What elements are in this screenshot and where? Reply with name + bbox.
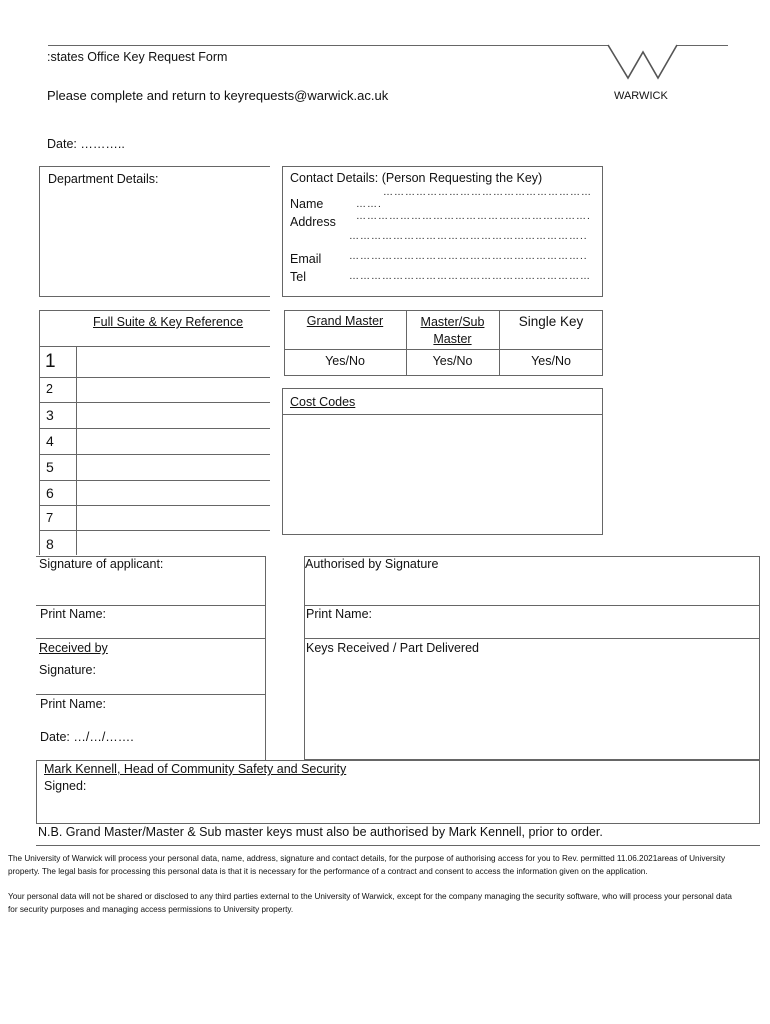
key-type-row-divider bbox=[284, 349, 603, 350]
suite-row-number: 1 bbox=[45, 351, 56, 372]
applicant-divider bbox=[36, 605, 266, 606]
received-signature-label: Signature: bbox=[39, 663, 96, 677]
applicant-signature-label: Signature of applicant: bbox=[39, 557, 164, 571]
cost-codes-box[interactable] bbox=[282, 388, 603, 535]
address-label: Address bbox=[290, 215, 336, 229]
suite-row-line bbox=[39, 454, 270, 455]
authorised-divider bbox=[304, 638, 760, 639]
security-top-line bbox=[36, 760, 760, 761]
instruction-text: Please complete and return to keyrequests@warwick.ac.uk bbox=[47, 88, 389, 103]
name-field[interactable]: ……. bbox=[356, 199, 382, 210]
authorisation-note: N.B. Grand Master/Master & Sub master keys must also be authorised by Mark Kennell, prior to order. bbox=[38, 825, 603, 839]
email-label: Email bbox=[290, 252, 322, 266]
security-left-border bbox=[36, 760, 37, 824]
single-key-value[interactable]: Yes/No bbox=[531, 354, 571, 368]
suite-row-line bbox=[39, 480, 270, 481]
suite-row-number: 7 bbox=[46, 510, 54, 525]
suite-row-number: 3 bbox=[46, 407, 54, 423]
received-print-name-label: Print Name: bbox=[40, 697, 106, 711]
grand-master-value[interactable]: Yes/No bbox=[325, 354, 365, 368]
note-bottom-line bbox=[36, 845, 760, 846]
cost-codes-label: Cost Codes bbox=[290, 395, 356, 409]
suite-row-number: 6 bbox=[46, 485, 54, 501]
contact-dots-top: ………………………………………………… bbox=[383, 187, 592, 198]
applicant-print-name-label: Print Name: bbox=[40, 607, 106, 621]
email-field[interactable]: ……………………………………………………….. bbox=[349, 251, 588, 262]
contact-title: Contact Details: (Person Requesting the Key) bbox=[290, 171, 543, 185]
address-field[interactable]: ………………………………………………………. bbox=[356, 211, 591, 222]
suite-table-divider bbox=[39, 346, 270, 347]
address-field-line2[interactable]: ……………………………………………………….. bbox=[349, 231, 588, 242]
head-security-signed-label: Signed: bbox=[44, 779, 87, 793]
warwick-logo-icon bbox=[606, 44, 678, 80]
single-key-header: Single Key bbox=[518, 314, 584, 329]
suite-table-header: Full Suite & Key Reference bbox=[93, 315, 244, 329]
department-label: Department Details: bbox=[48, 172, 159, 186]
tel-label: Tel bbox=[290, 270, 306, 284]
cost-codes-divider bbox=[282, 414, 603, 415]
received-date-label: Date: …/…/……. bbox=[40, 730, 134, 744]
security-bottom-line bbox=[36, 823, 760, 824]
left-column-right-border bbox=[265, 556, 266, 760]
suite-row-line bbox=[39, 530, 270, 531]
suite-row-line bbox=[39, 377, 270, 378]
applicant-divider bbox=[36, 638, 266, 639]
header-rule bbox=[48, 45, 608, 46]
authorised-signature-label: Authorised by Signature bbox=[305, 557, 439, 571]
suite-row-number: 8 bbox=[46, 536, 54, 552]
authorised-divider bbox=[304, 605, 760, 606]
authorised-print-name-label: Print Name: bbox=[306, 607, 372, 621]
privacy-paragraph-2: Your personal data will not be shared or disclosed to any third parties external to the University of Warwick, except for the company managing the security software, who will process your personal data for security purposes and managing access permissions to University property. bbox=[8, 892, 732, 914]
grand-master-header: Grand Master bbox=[306, 314, 384, 328]
master-sub-master-header: Master/Sub Master bbox=[420, 315, 485, 346]
security-right-border bbox=[759, 760, 760, 824]
authorised-box[interactable] bbox=[304, 556, 760, 760]
suite-row-number: 4 bbox=[46, 433, 54, 449]
date-label: Date: ……….. bbox=[47, 137, 125, 151]
name-label: Name bbox=[290, 197, 324, 211]
keys-received-label: Keys Received / Part Delivered bbox=[306, 641, 479, 655]
header-rule-right bbox=[676, 45, 728, 46]
suite-row-line bbox=[39, 428, 270, 429]
master-sub-master-value[interactable]: Yes/No bbox=[432, 354, 473, 368]
suite-row-number: 2 bbox=[46, 382, 53, 396]
suite-row-number: 5 bbox=[46, 459, 54, 475]
suite-row-line bbox=[39, 505, 270, 506]
tel-field[interactable]: ………………………………………………………… bbox=[349, 271, 591, 282]
contact-box bbox=[282, 166, 603, 297]
head-security-title: Mark Kennell, Head of Community Safety and Security bbox=[44, 762, 347, 776]
warwick-logo-text: WARWICK bbox=[614, 90, 668, 102]
received-divider bbox=[36, 694, 266, 695]
department-box[interactable] bbox=[39, 166, 270, 297]
privacy-paragraph-1: The University of Warwick will process your personal data, name, address, signature and contact details, for the purpose of authorising access for you to Rev. permitted 11.06.2021areas of University property. The legal basis for processing this personal data is that it is necessary for the performance of a contract and consent to access the information given on the application. bbox=[8, 854, 726, 876]
received-by-title: Received by bbox=[39, 641, 108, 655]
form-title: :states Office Key Request Form bbox=[47, 50, 228, 64]
suite-row-line bbox=[39, 402, 270, 403]
